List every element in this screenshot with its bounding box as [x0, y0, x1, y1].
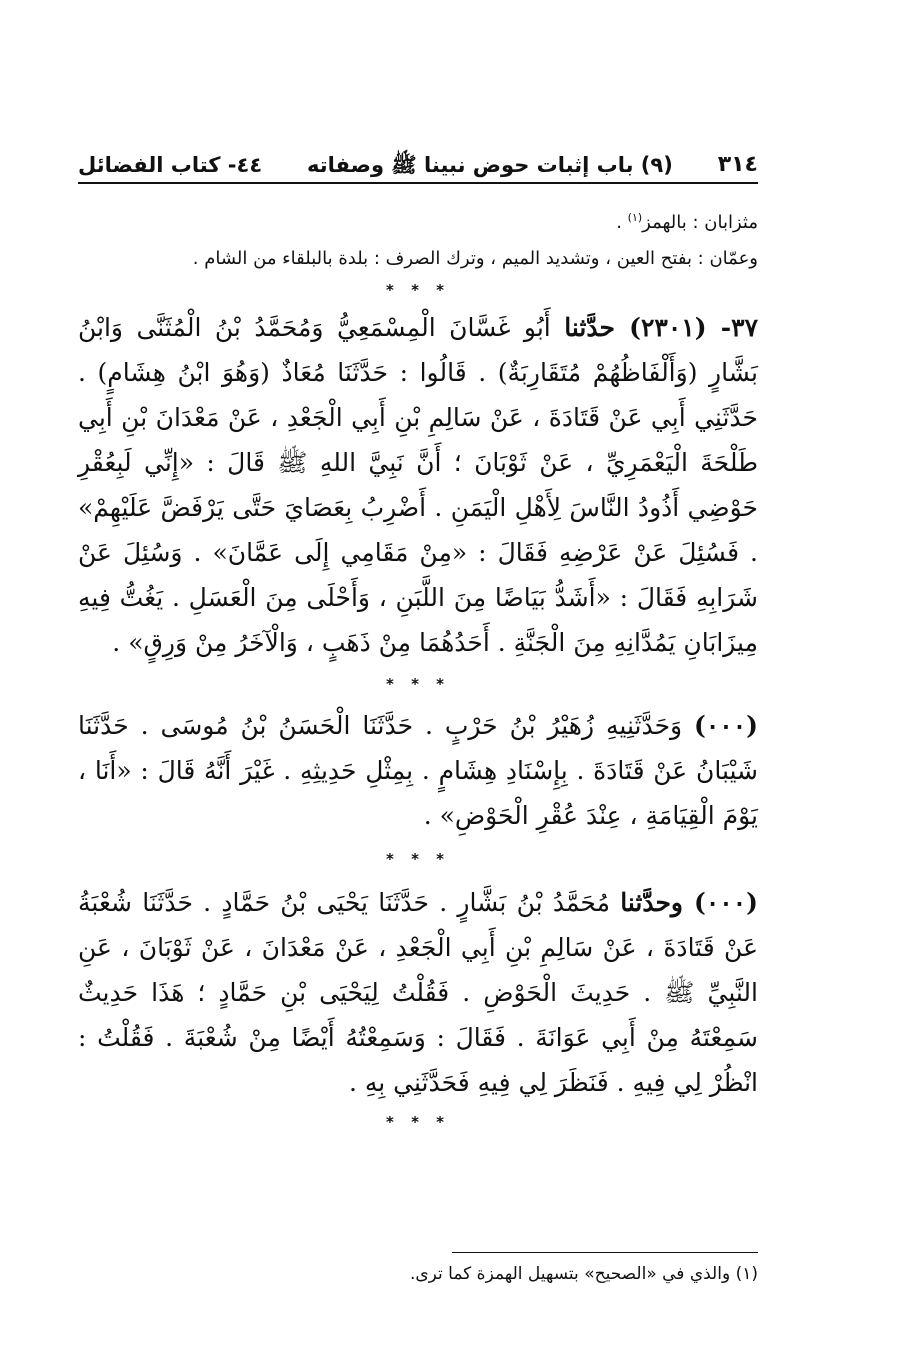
page-number: ٣١٤: [717, 152, 758, 177]
footnote-rule: [452, 1252, 758, 1253]
running-header: [78, 148, 758, 180]
hadith-lead: وحدَّثنا: [620, 888, 694, 917]
hadith-text: وَحَدَّثَنِيهِ زُهَيْرُ بْنُ حَرْبٍ . حَدَّثَنَا الْحَسَنُ بْنُ مُوسَى . حَدَّثَنَا شَيْبَانُ عَنْ قَتَادَةَ . بِإِسْنَادِ هِشَامٍ . بِمِثْلِ حَدِيثِهِ . غَيْرَ أَنَّهُ قَالَ : «أَنَا ، يَوْمَ الْقِيَامَةِ ، عِنْدَ عُقْرِ الْحَوْضِ» .: [78, 711, 758, 830]
hadith-paragraph: [78, 880, 758, 1105]
chapter-title: (٩) باب إثبات حوض نبينا ﷺ وصفاته: [307, 153, 673, 177]
note-line: وعمّان : بفتح العين ، وتشديد الميم ، وترك الصرف : بلدة بالبلقاء من الشام .: [192, 248, 758, 269]
header-rule: [78, 182, 758, 184]
hadith-text: مُحَمَّدُ بْنُ بَشَّارٍ . حَدَّثَنَا يَحْيَى بْنُ حَمَّادٍ . حَدَّثَنَا شُعْبَةُ عَنْ قَتَادَةَ ، عَنْ سَالِمِ بْنِ أَبِي الْجَعْدِ ، عَنْ مَعْدَانَ ، عَنْ ثَوْبَانَ ، عَنِ النَّبِيِّ ﷺ . حَدِيثَ الْحَوْضِ . فَقُلْتُ لِيَحْيَى بْنِ حَمَّادٍ ؛ هَذَا حَدِيثٌ سَمِعْتَهُ مِنْ أَبِي عَوَانَةَ . فَقَالَ : وَسَمِعْتُهُ أَيْضًا مِنْ شُعْبَةَ . فَقُلْتُ : انْظُرْ لِي فِيهِ . فَنَظَرَ لِي فِيهِ فَحَدَّثَنِي بِهِ .: [78, 888, 758, 1097]
explanatory-notes: [78, 200, 758, 277]
hadith-text: أَبُو غَسَّانَ الْمِسْمَعِيُّ وَمُحَمَّدُ بْنُ الْمُثَنَّى وَابْنُ بَشَّارٍ (وَأَلْفَاظُهُمْ مُتَقَارِبَةٌ) . قَالُوا : حَدَّثَنَا مُعَاذٌ (وَهُوَ ابْنُ هِشَامٍ) . حَدَّثَنِي أَبِي عَنْ قَتَادَةَ ، عَنْ سَالِمِ بْنِ أَبِي الْجَعْدِ ، عَنْ مَعْدَانَ بْنِ أَبِي طَلْحَةَ الْيَعْمَرِيِّ ، عَنْ ثَوْبَانَ ؛ أَنَّ نَبِيَّ اللهِ ﷺ قَالَ : «إِنِّي لَبِعُقْرِ حَوْضِي أَذُودُ النَّاسَ لِأَهْلِ الْيَمَنِ . أَضْرِبُ بِعَصَايَ حَتَّى يَرْفَضَّ عَلَيْهِمْ» . فَسُئِلَ عَنْ عَرْضِهِ فَقَالَ : «مِنْ مَقَامِي إِلَى عَمَّانَ» . وَسُئِلَ عَنْ شَرَابِهِ فَقَالَ : «أَشَدُّ بَيَاضًا مِنَ اللَّبَنِ ، وَأَحْلَى مِنَ الْعَسَلِ . يَغُتُّ فِيهِ مِيزَابَانِ يَمُدَّانِهِ مِنَ الْجَنَّةِ . أَحَدُهُمَا مِنْ ذَهَبٍ ، وَالْآخَرُ مِنْ وَرِقٍ» .: [78, 313, 758, 657]
note-line: [78, 200, 758, 241]
footnote-number: (١): [735, 1264, 758, 1284]
hadith-number: ٣٧- (٢٣٠١): [629, 313, 758, 342]
footnote: [410, 1264, 758, 1284]
section-separator: * * *: [386, 850, 450, 868]
page-body: [78, 148, 758, 1135]
hadith-paragraph: [78, 703, 758, 838]
note-text: مثزابان : بالهمز: [642, 212, 758, 233]
hadith-number: (٠٠٠): [694, 711, 758, 740]
section-separator: * * *: [386, 281, 450, 299]
hadith-paragraph: [78, 305, 758, 665]
book-title: ٤٤- كتاب الفضائل: [78, 153, 263, 177]
footnote-marker: (١): [627, 211, 643, 224]
hadith-number: (٠٠٠): [694, 888, 758, 917]
hadith-lead: حدَّثنا: [564, 313, 630, 342]
section-separator: * * *: [386, 675, 450, 693]
footnote-text: والذي في «الصحيح» بتسهيل الهمزة كما ترى.: [409, 1264, 731, 1284]
section-separator: * * *: [386, 1113, 450, 1131]
note-punctuation: .: [616, 212, 628, 233]
